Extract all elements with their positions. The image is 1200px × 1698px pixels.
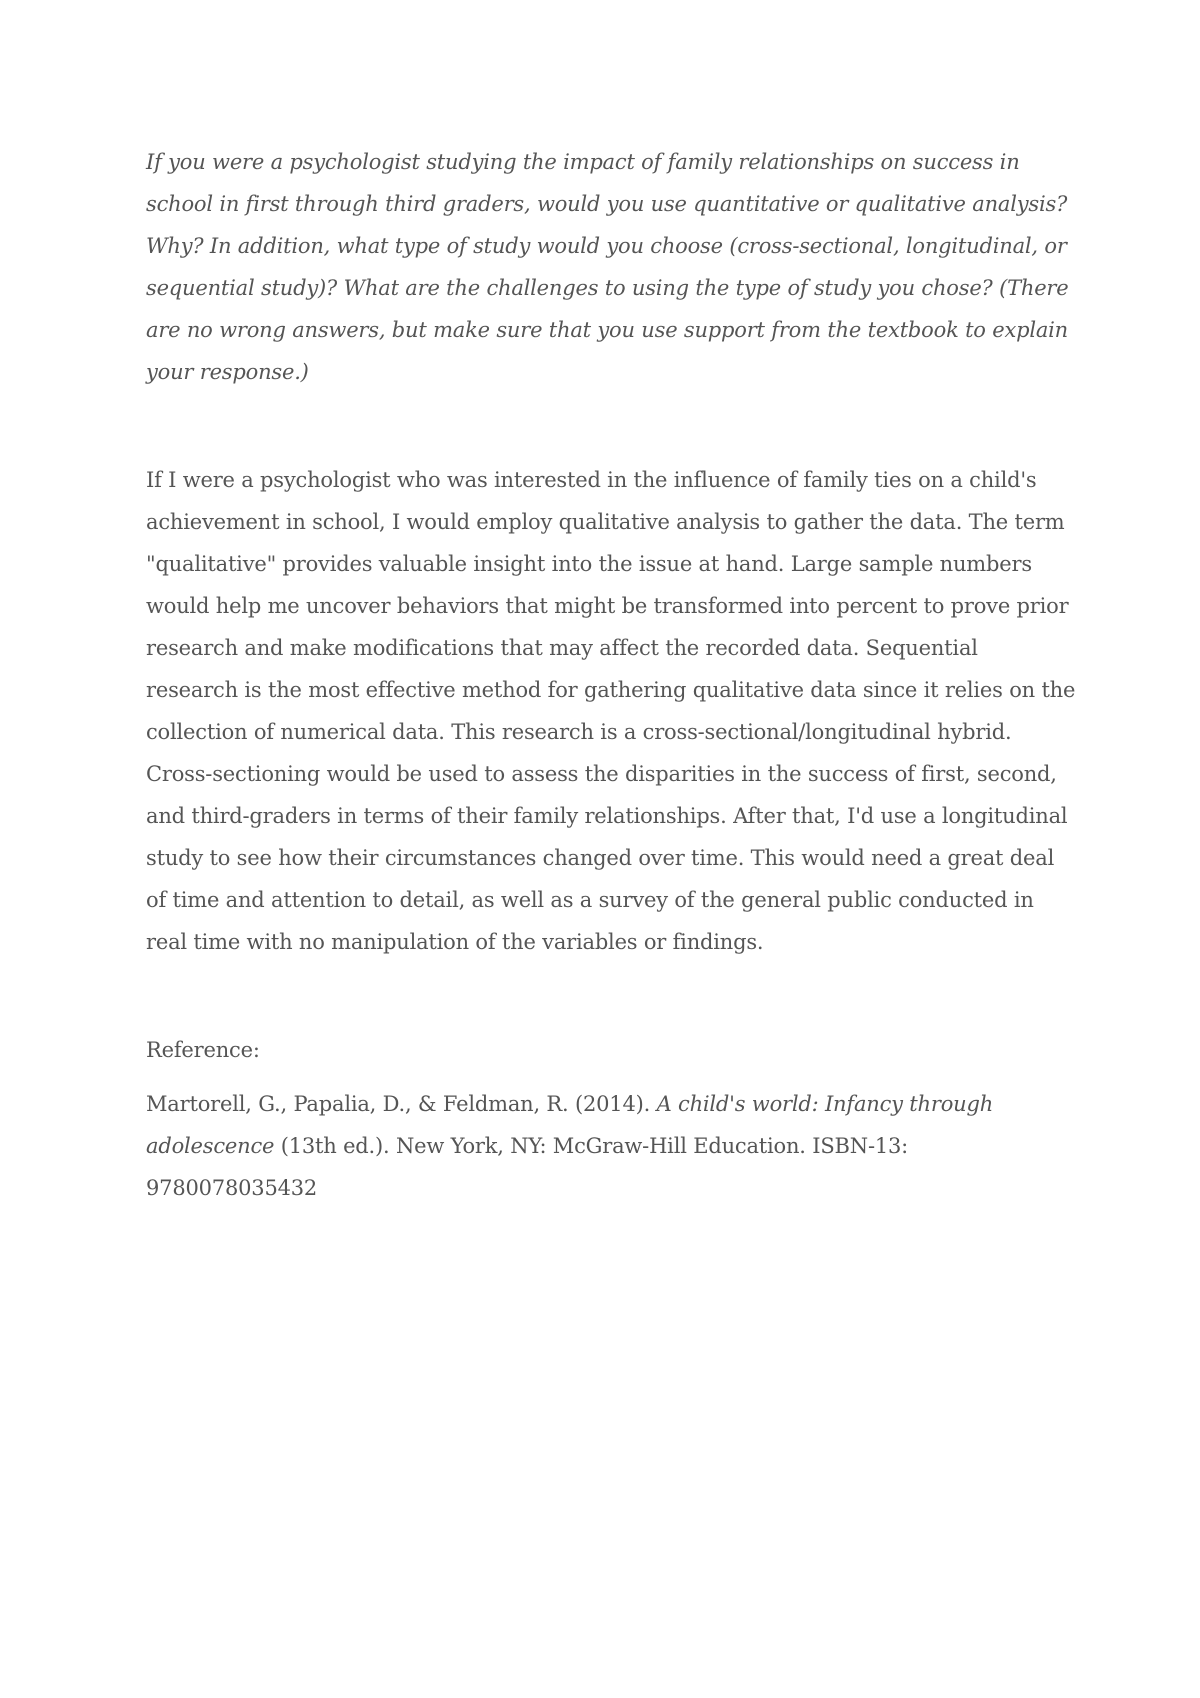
question-paragraph: If you were a psychologist studying the impact of family relationships on success in school in first through third graders, would you use quantitative or qualitative analysis? Why? In addition, what type of study would you choose (cross-sectional, longitudinal, or sequential study)? What are the challenges to using the type of study you chose? (There are no wrong answers, but make sure that you use support from the textbook to explain your response.) [146,150,1069,384]
reference-book-title: A child's world: Infancy through adolescence [146,1092,994,1158]
reference-heading: Reference: [146,1038,260,1062]
document-body [146,141,1076,1209]
reference-authors: Martorell, G., Papalia, D., & Feldman, R. (2014). [146,1092,657,1116]
answer-paragraph: If I were a psychologist who was interested in the influence of family ties on a child's achievement in school, I would employ qualitative analysis to gather the data. The term "qualitative" provides valuable insight into the issue at hand. Large sample numbers would help me uncover behaviors that might be transformed into percent to prove prior research and make modifications that may affect the recorded data. Sequential research is the most effective method for gathering qualitative data since it relies on the collection of numerical data. This research is a cross-sectional/longitudinal hybrid. Cross-sectioning would be used to assess the disparities in the success of first, second, and third-graders in terms of their family relationships. After that, I'd use a longitudinal study to see how their circumstances changed over time. This would need a great deal of time and attention to detail, as well as a survey of the general public conducted in real time with no manipulation of the variables or findings. [146,468,1076,954]
reference-entry [146,1083,1076,1209]
reference-publication-details: (13th ed.). New York, NY: McGraw-Hill Education. ISBN-13: 9780078035432 [146,1134,909,1200]
